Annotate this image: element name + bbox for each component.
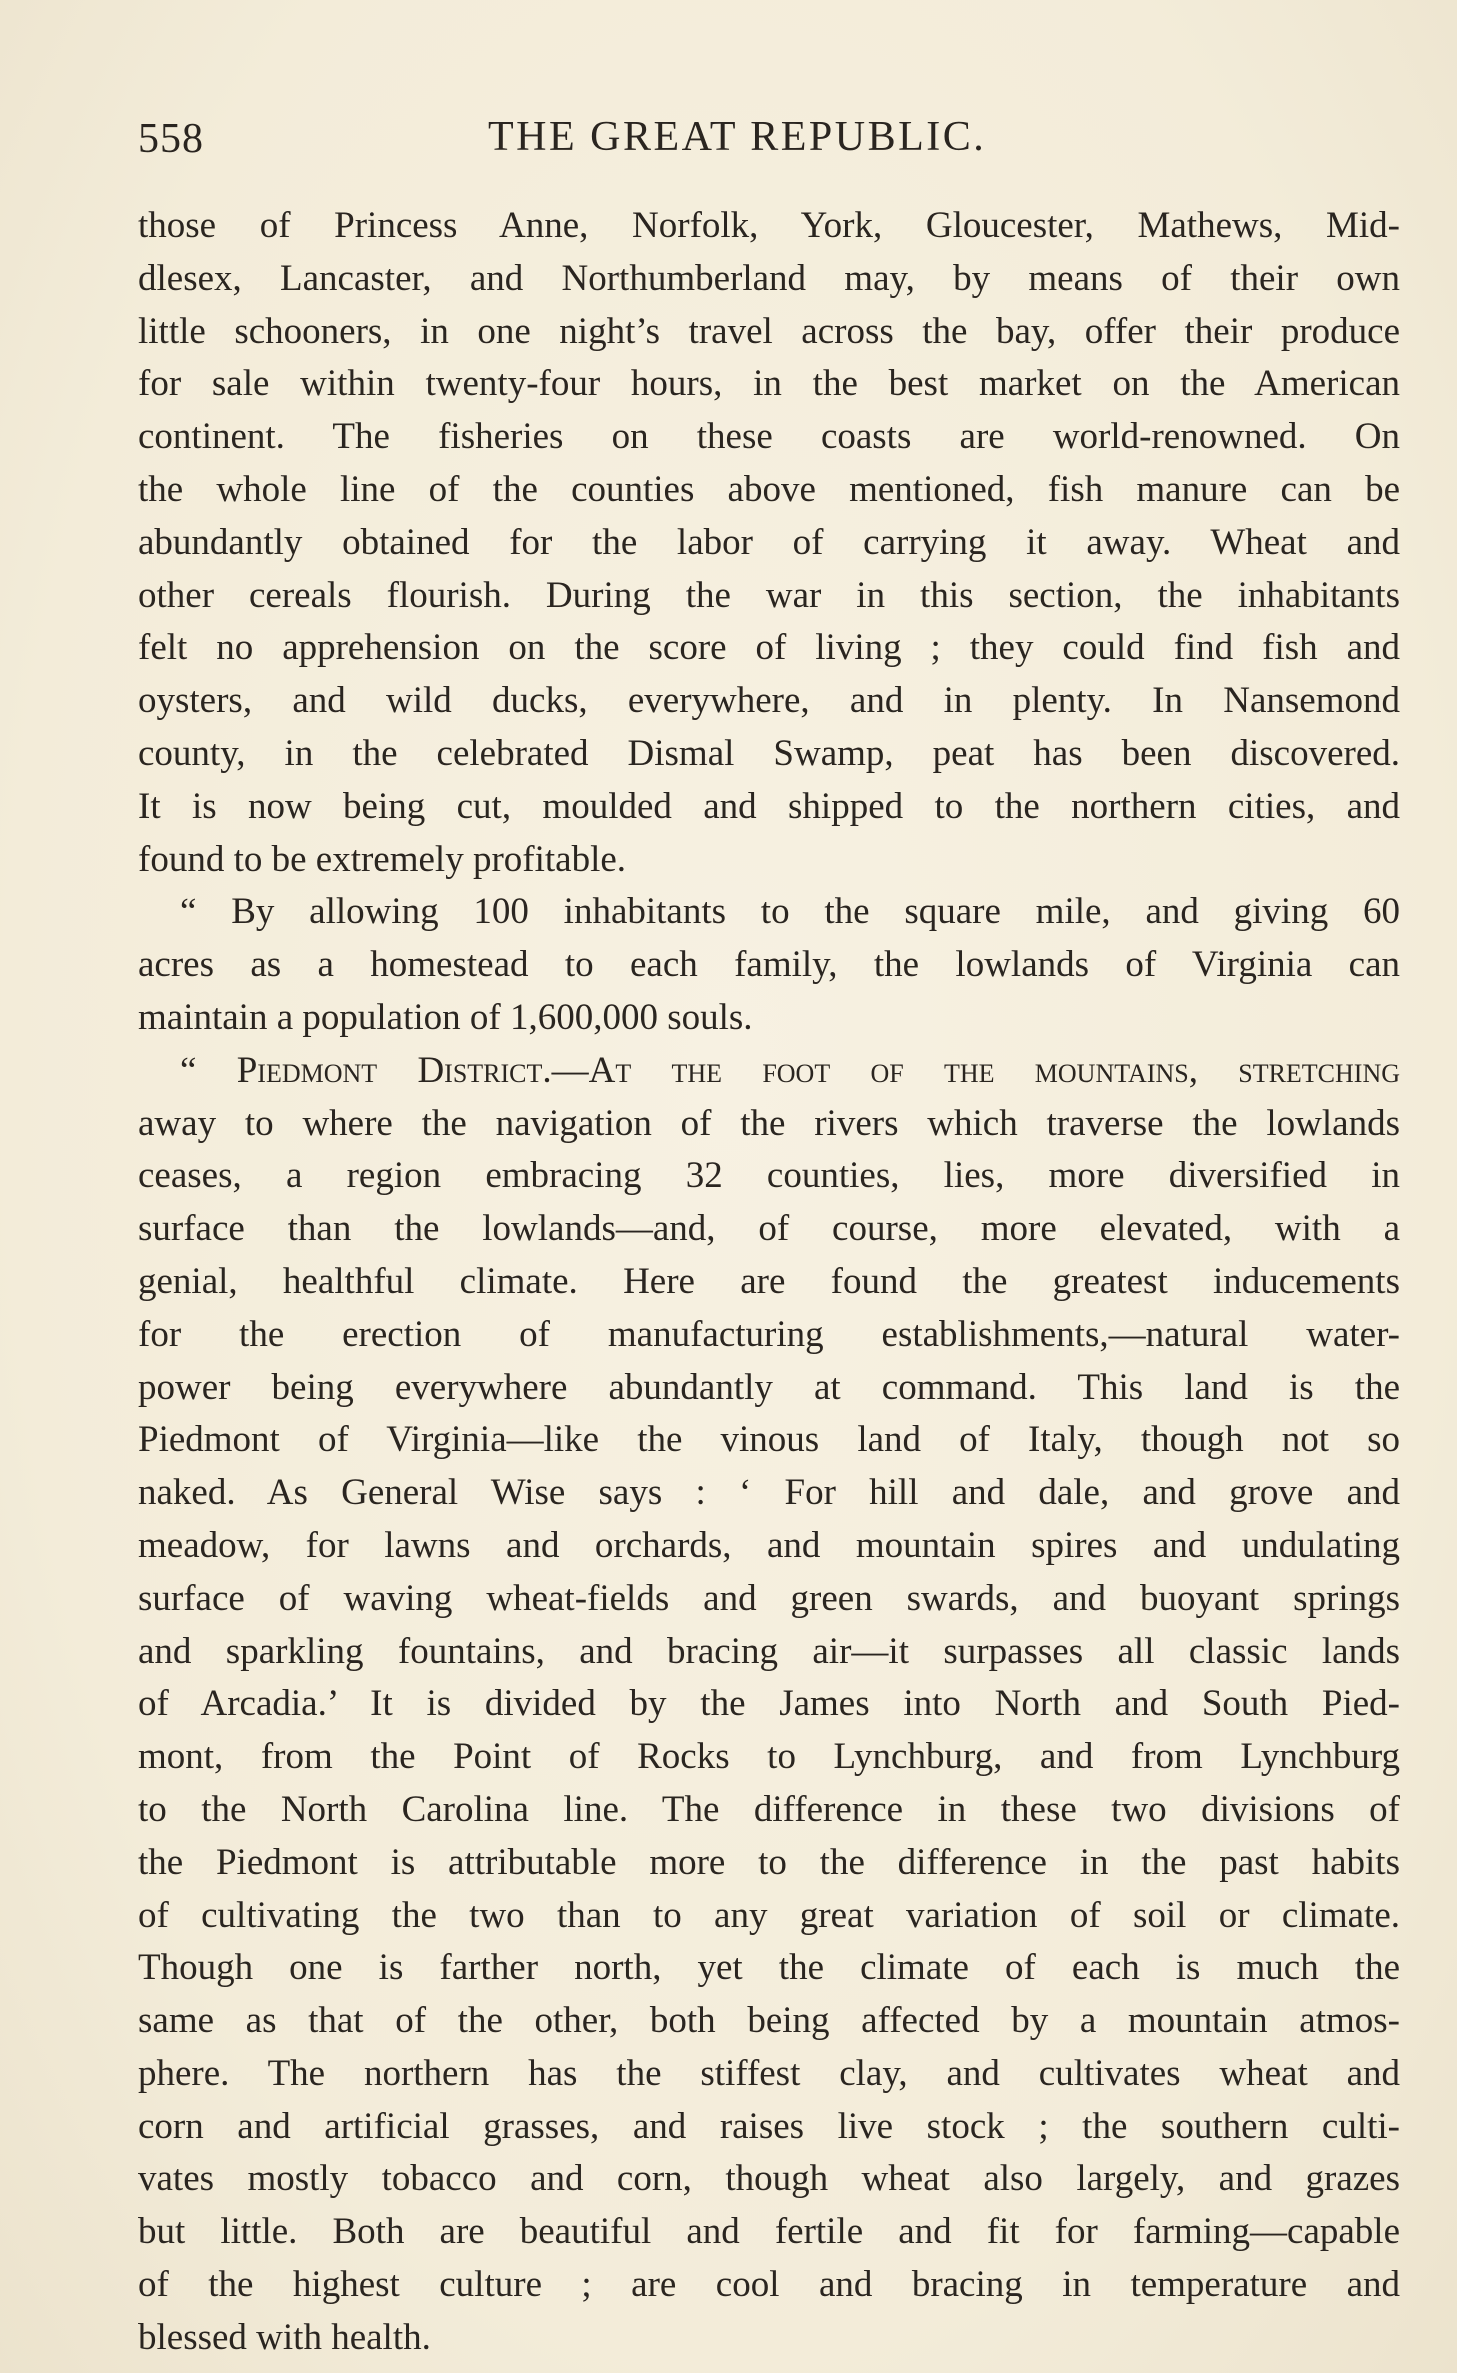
text-line: blessed with health. — [138, 2316, 431, 2358]
open-quote: “ — [180, 1049, 237, 1091]
text-line: county, in the celebrated Dismal Swamp, peat has been discovered. — [138, 732, 1400, 774]
text-line: surface of waving wheat-fields and green swards, and buoyant springs — [138, 1577, 1400, 1619]
text-line: of cultivating the two than to any great variation of soil or climate. — [138, 1894, 1400, 1936]
text-line: but little. Both are beautiful and fertile and fit for farming—capable — [138, 2211, 1400, 2253]
text-line: those of Princess Anne, Norfolk, York, Gloucester, Mathews, Mid- — [138, 205, 1400, 246]
section-heading: Piedmont — [236, 1049, 378, 1091]
text-line: for sale within twenty-four hours, in the best market on the American — [138, 363, 1400, 405]
text-line: It is now being cut, moulded and shipped to the northern cities, and — [138, 785, 1400, 827]
text-line: mont, from the Point of Rocks to Lynchburg, and from Lynchburg — [138, 1736, 1400, 1778]
text-line: ceases, a region embracing 32 counties, lies, more diversified in — [138, 1155, 1400, 1197]
text-line: same as that of the other, both being affected by a mountain atmos- — [138, 2000, 1400, 2042]
text-line: of Arcadia.’ It is divided by the James into North and South Pied- — [138, 1683, 1400, 1725]
body-text — [138, 200, 1400, 2365]
text-line: naked. As General Wise says : ‘ For hill and dale, and grove and — [138, 1472, 1400, 1514]
text-line: felt no apprehension on the score of living ; they could find fish and — [138, 627, 1400, 669]
text-line: abundantly obtained for the labor of carrying it away. Wheat and — [138, 521, 1400, 563]
text-line: maintain a population of 1,600,000 souls. — [138, 996, 753, 1038]
text-line: for the erection of manufacturing establishments,—natural water- — [138, 1313, 1400, 1355]
text-line: surface than the lowlands—and, of course, more elevated, with a — [138, 1208, 1400, 1250]
text-line: Piedmont of Virginia—like the vinous land of Italy, though not so — [138, 1419, 1400, 1461]
text-line: continent. The fisheries on these coasts are world-renowned. On — [138, 416, 1400, 458]
page-number: 558 — [138, 116, 204, 162]
text-line: oysters, and wild ducks, everywhere, and in plenty. In Nansemond — [138, 680, 1400, 722]
text-line: found to be extremely profitable. — [138, 838, 627, 880]
section-heading-rest: District.—At the foot of the mountains, stretching — [417, 1049, 1400, 1091]
text-line: of the highest culture ; are cool and bracing in temperature and — [138, 2264, 1400, 2306]
text-line: corn and artificial grasses, and raises live stock ; the southern culti- — [138, 2105, 1400, 2147]
text-line: away to where the navigation of the rivers which traverse the lowlands — [138, 1102, 1400, 1144]
text-line: meadow, for lawns and orchards, and mountain spires and undulating — [138, 1524, 1400, 1566]
text-line: the Piedmont is attributable more to the difference in the past habits — [138, 1841, 1400, 1883]
text-line: and sparkling fountains, and bracing air—it surpasses all classic lands — [138, 1630, 1400, 1672]
text-line: other cereals flourish. During the war in this section, the inhabitants — [138, 574, 1400, 616]
text-line: the whole line of the counties above mentioned, fish manure can be — [138, 468, 1400, 510]
text-line: Though one is farther north, yet the climate of each is much the — [138, 1947, 1400, 1989]
text-line: “ By allowing 100 inhabitants to the square mile, and giving 60 — [180, 891, 1400, 933]
text-line: genial, healthful climate. Here are found the greatest inducements — [138, 1260, 1400, 1302]
text-line: vates mostly tobacco and corn, though wheat also largely, and grazes — [138, 2158, 1400, 2200]
text-line: acres as a homestead to each family, the lowlands of Virginia can — [138, 944, 1400, 986]
running-head — [138, 112, 1368, 162]
text-line: phere. The northern has the stiffest clay, and cultivates wheat and — [138, 2052, 1400, 2094]
text-line: to the North Carolina line. The difference in these two divisions of — [138, 1788, 1400, 1830]
section-heading-line — [138, 1045, 1400, 1098]
text-line: dlesex, Lancaster, and Northumberland may, by means of their own — [138, 257, 1400, 299]
running-title: THE GREAT REPUBLIC. — [488, 114, 987, 160]
text-line: power being everywhere abundantly at command. This land is the — [138, 1366, 1400, 1408]
text-line: little schooners, in one night’s travel across the bay, offer their produce — [138, 310, 1400, 352]
